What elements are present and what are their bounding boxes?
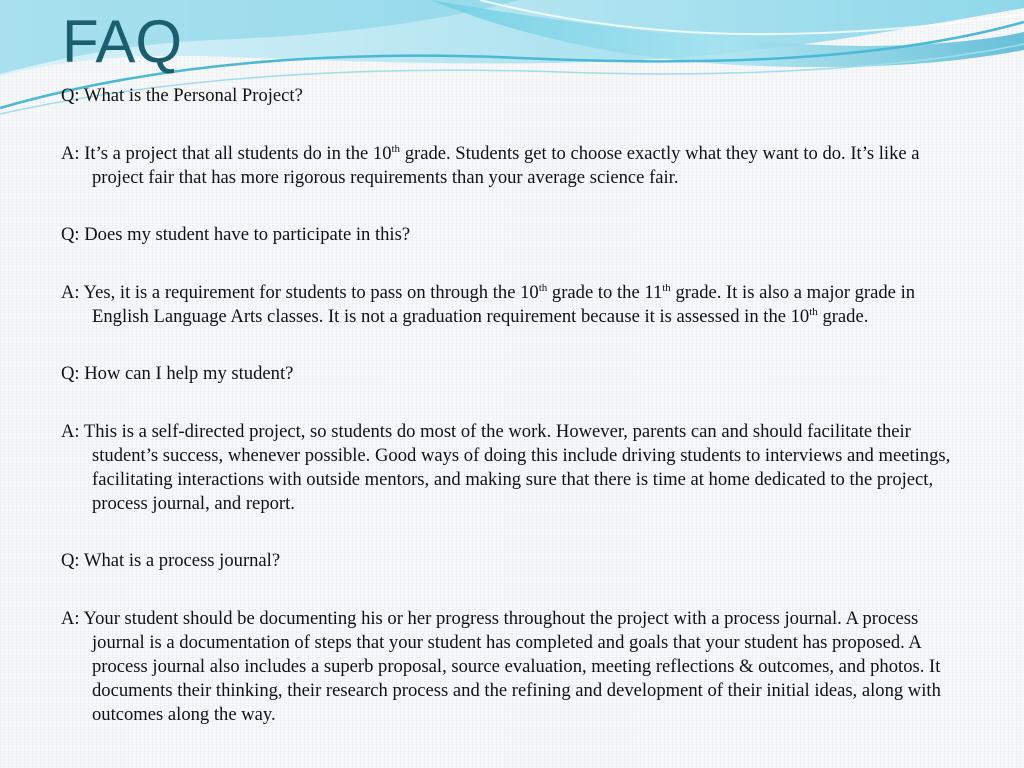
faq-body <box>61 84 971 727</box>
faq-answer-1: A: It’s a project that all students do in the 10th grade. Students get to choose exactly what they want to do. It’s like a project fair that has more rigorous requirements than your average science fair. <box>61 142 920 188</box>
slide-title: FAQ <box>62 8 183 75</box>
faq-question-2: Q: Does my student have to participate in this? <box>61 224 411 245</box>
faq-question-4: Q: What is a process journal? <box>61 550 281 571</box>
faq-question-3: Q: How can I help my student? <box>61 363 294 384</box>
faq-answer-4: A: Your student should be documenting his or her progress throughout the project with a process journal. A process journal is a documentation of steps that your student has completed and goals that your student has proposed. A process journal also includes a superb proposal, source evaluation, meeting reflections & outcomes, and photos. It documents their thinking, their research process and the refining and development of their initial ideas, along with outcomes along the way. <box>61 607 941 725</box>
faq-question-1: Q: What is the Personal Project? <box>61 85 303 106</box>
faq-answer-2: A: Yes, it is a requirement for students to pass on through the 10th grade to the 11th grade. It is also a major grade in English Language Arts classes. It is not a graduation requirement because it is assessed in the 10th grade. <box>61 281 916 327</box>
faq-answer-3: A: This is a self-directed project, so students do most of the work. However, parents can and should facilitate their student’s success, whenever possible. Good ways of doing this include driving students to interviews and meetings, facilitating interactions with outside mentors, and making sure that there is time at home dedicated to the project, process journal, and report. <box>61 420 951 514</box>
